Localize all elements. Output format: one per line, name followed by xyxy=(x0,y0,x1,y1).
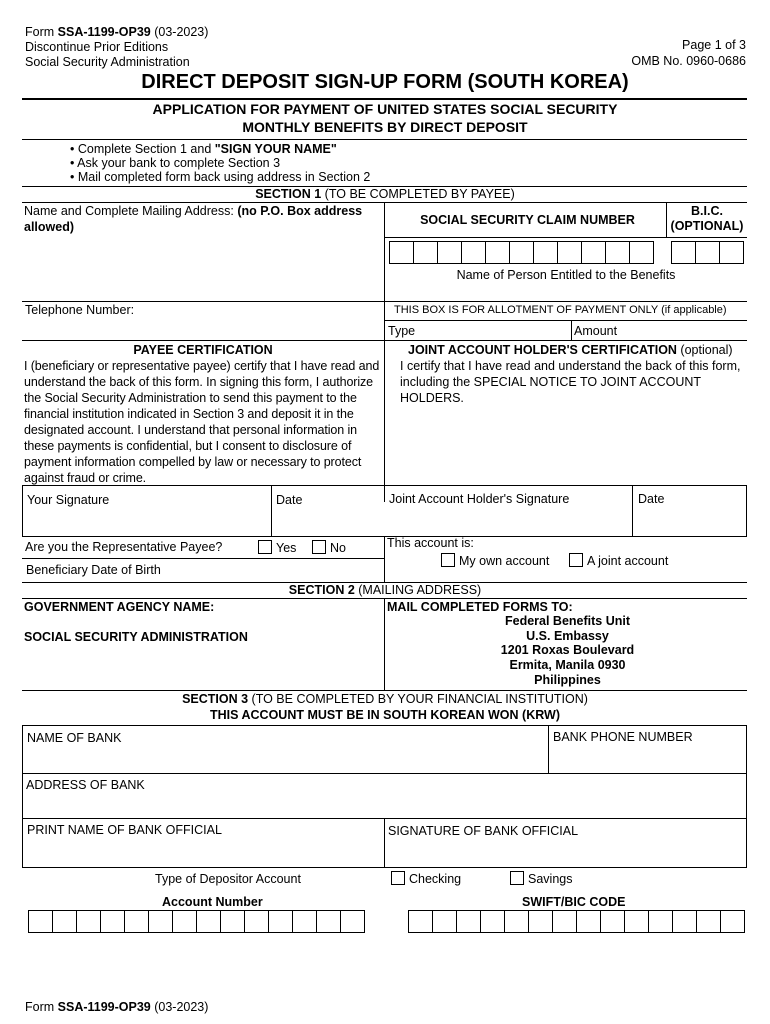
joint-account-option[interactable]: A joint account xyxy=(569,553,668,568)
bank-phone-field[interactable]: BANK PHONE NUMBER xyxy=(553,730,693,744)
checkbox-checking[interactable] xyxy=(391,871,405,885)
account-number-digit-box[interactable] xyxy=(220,910,245,933)
joint-certification-text: I certify that I have read and understand the back of this form, including the SPECIAL NOTICE TO JOINT ACCOUNT HOLDERS. xyxy=(400,359,741,405)
bank-address-field[interactable]: ADDRESS OF BANK xyxy=(26,778,145,792)
checkbox-my-own-account[interactable] xyxy=(441,553,455,567)
account-number-label: Account Number xyxy=(162,895,263,909)
checking-option[interactable]: Checking xyxy=(391,871,461,886)
account-number-digit-box[interactable] xyxy=(100,910,125,933)
joint-signature-field[interactable]: Joint Account Holder's Signature xyxy=(389,492,570,506)
swift-code-char-box[interactable] xyxy=(576,910,601,933)
claim-header-rule xyxy=(384,237,747,238)
section3-right-border xyxy=(746,725,747,867)
claim-number-digit-box[interactable] xyxy=(389,241,414,264)
bank-name-top-rule xyxy=(22,725,747,726)
claim-number-digit-box[interactable] xyxy=(413,241,438,264)
signature-date-divider xyxy=(271,485,272,536)
print-official-field[interactable]: PRINT NAME OF BANK OFFICIAL xyxy=(27,823,222,837)
section3-top-rule xyxy=(22,690,747,691)
checkbox-yes[interactable] xyxy=(258,540,272,554)
bank-phone-divider xyxy=(548,725,549,773)
account-number-digit-box[interactable] xyxy=(292,910,317,933)
payee-certification-title: PAYEE CERTIFICATION xyxy=(133,343,273,357)
checkbox-savings[interactable] xyxy=(510,871,524,885)
claim-number-digit-box[interactable] xyxy=(509,241,534,264)
swift-code-char-box[interactable] xyxy=(528,910,553,933)
swift-code-char-box[interactable] xyxy=(480,910,505,933)
swift-code-char-box[interactable] xyxy=(648,910,673,933)
gov-agency-label: GOVERNMENT AGENCY NAME: xyxy=(24,600,215,614)
your-signature-field[interactable]: Your Signature xyxy=(27,493,110,507)
gov-agency-value: SOCIAL SECURITY ADMINISTRATION xyxy=(24,630,248,644)
account-number-digit-box[interactable] xyxy=(244,910,269,933)
type-amount-divider xyxy=(571,320,572,340)
checkbox-joint-account[interactable] xyxy=(569,553,583,567)
section1-divider xyxy=(384,202,385,502)
your-date-field[interactable]: Date xyxy=(276,493,303,507)
swift-code-char-box[interactable] xyxy=(456,910,481,933)
claim-number-digit-box[interactable] xyxy=(485,241,510,264)
bic-label: B.I.C. (OPTIONAL) xyxy=(670,204,744,233)
mail-to-label: MAIL COMPLETED FORMS TO: xyxy=(387,600,573,614)
dob-rule xyxy=(22,558,384,559)
name-entitled-label: Name of Person Entitled to the Benefits xyxy=(456,268,676,282)
joint-certification-title: JOINT ACCOUNT HOLDER'S CERTIFICATION (optional) xyxy=(408,343,733,357)
name-address-label: Name and Complete Mailing Address: (no P.O. Box address allowed) xyxy=(24,204,363,234)
subtitle-line1: APPLICATION FOR PAYMENT OF UNITED STATES SOCIAL SECURITY xyxy=(152,101,618,117)
account-number-digit-box[interactable] xyxy=(268,910,293,933)
type-field[interactable]: Type xyxy=(388,324,416,338)
mailing-address: Federal Benefits Unit U.S. Embassy 1201 Roxas Boulevard Ermita, Manila 0930 Philippines xyxy=(500,614,635,687)
swift-code-label: SWIFT/BIC CODE xyxy=(522,895,626,909)
allotment-rule xyxy=(384,320,747,321)
telephone-label[interactable]: Telephone Number: xyxy=(25,303,135,317)
bic-digit-box[interactable] xyxy=(719,241,744,264)
official-divider xyxy=(384,818,385,867)
section3-heading: SECTION 3 (TO BE COMPLETED BY YOUR FINANCIAL INSTITUTION) xyxy=(182,692,588,706)
checkbox-no[interactable] xyxy=(312,540,326,554)
joint-date-field[interactable]: Date xyxy=(638,492,665,506)
claim-number-digit-box[interactable] xyxy=(437,241,462,264)
title-rule xyxy=(22,98,747,100)
depositor-rule xyxy=(22,867,747,868)
rep-payee-yes[interactable]: Yes xyxy=(258,540,296,555)
account-number-digit-box[interactable] xyxy=(52,910,77,933)
swift-code-char-box[interactable] xyxy=(600,910,625,933)
form-identifier: Form SSA-1199-OP39 (03-2023) xyxy=(25,25,209,39)
section3-left-border xyxy=(22,725,23,867)
account-number-digit-box[interactable] xyxy=(28,910,53,933)
page-number: Page 1 of 3 xyxy=(682,38,746,52)
account-number-digit-box[interactable] xyxy=(172,910,197,933)
agency-name: Social Security Administration xyxy=(25,55,190,69)
account-is-label: This account is: xyxy=(387,536,474,550)
bank-name-field[interactable]: NAME OF BANK xyxy=(27,731,122,745)
rep-payee-no[interactable]: No xyxy=(312,540,346,555)
bic-digit-box[interactable] xyxy=(695,241,720,264)
footer-form-identifier: Form SSA-1199-OP39 (03-2023) xyxy=(25,1000,209,1014)
account-number-digit-box[interactable] xyxy=(124,910,149,933)
account-is-divider xyxy=(384,536,385,582)
swift-code-char-box[interactable] xyxy=(696,910,721,933)
swift-code-char-box[interactable] xyxy=(504,910,529,933)
joint-date-divider xyxy=(632,485,633,536)
bank-address-rule xyxy=(22,773,747,774)
section2-divider xyxy=(384,598,385,690)
omb-number: OMB No. 0960-0686 xyxy=(631,54,746,68)
subtitle-line2: MONTHLY BENEFITS BY DIRECT DEPOSIT xyxy=(242,119,528,135)
swift-code-char-box[interactable] xyxy=(672,910,697,933)
account-number-digit-box[interactable] xyxy=(76,910,101,933)
rep-payee-question: Are you the Representative Payee? xyxy=(25,540,223,554)
claim-number-digit-box[interactable] xyxy=(581,241,606,264)
amount-field[interactable]: Amount xyxy=(574,324,618,338)
telephone-rule xyxy=(22,301,747,302)
claim-number-label: SOCIAL SECURITY CLAIM NUMBER xyxy=(420,213,635,227)
claim-number-digit-box[interactable] xyxy=(557,241,582,264)
page-title: DIRECT DEPOSIT SIGN-UP FORM (SOUTH KOREA) xyxy=(141,71,629,93)
signature-official-field[interactable]: SIGNATURE OF BANK OFFICIAL xyxy=(388,824,579,838)
signature-left-border xyxy=(22,485,23,536)
discontinue-note: Discontinue Prior Editions xyxy=(25,40,169,54)
signature-right-border xyxy=(746,485,747,536)
instruction-item: • Ask your bank to complete Section 3 xyxy=(70,156,281,170)
beneficiary-dob-field[interactable]: Beneficiary Date of Birth xyxy=(26,563,161,577)
instructions-list xyxy=(70,142,370,184)
swift-code-char-box[interactable] xyxy=(408,910,433,933)
savings-option[interactable]: Savings xyxy=(510,871,572,886)
swift-code-char-box[interactable] xyxy=(720,910,745,933)
currency-note: THIS ACCOUNT MUST BE IN SOUTH KOREAN WON (KRW) xyxy=(210,708,560,722)
allotment-note: THIS BOX IS FOR ALLOTMENT OF PAYMENT ONLY (if applicable) xyxy=(394,304,727,316)
claim-number-digit-box[interactable] xyxy=(629,241,654,264)
section1-heading: SECTION 1 (TO BE COMPLETED BY PAYEE) xyxy=(255,187,515,201)
account-number-digit-box[interactable] xyxy=(196,910,221,933)
claim-number-digit-box[interactable] xyxy=(533,241,558,264)
bic-digit-box[interactable] xyxy=(671,241,696,264)
my-own-account-option[interactable]: My own account xyxy=(441,553,549,568)
section2-heading: SECTION 2 (MAILING ADDRESS) xyxy=(288,583,482,597)
swift-code-char-box[interactable] xyxy=(624,910,649,933)
swift-code-char-box[interactable] xyxy=(432,910,457,933)
payee-certification-text: I (beneficiary or representative payee) certify that I have read and understand the back of this form. In signing this form, I authorize the Social Security Administration to send this payment to the financial institution indicated in Section 3 and deposit it in the designated account. I understand that personal information in these payments is confidential, but I consent to disclosure of payment information compelled by law or necessary to protect against fraud or crime. xyxy=(24,359,380,485)
claim-number-digit-box[interactable] xyxy=(605,241,630,264)
instruction-item: • Mail completed form back using address in Section 2 xyxy=(70,170,371,184)
account-number-digit-box[interactable] xyxy=(316,910,341,933)
account-number-digit-box[interactable] xyxy=(148,910,173,933)
claim-number-digit-box[interactable] xyxy=(461,241,486,264)
certification-rule xyxy=(22,340,747,341)
signature-top-rule xyxy=(22,485,747,486)
swift-code-char-box[interactable] xyxy=(552,910,577,933)
account-number-digit-box[interactable] xyxy=(340,910,365,933)
subtitle-rule xyxy=(22,139,747,140)
depositor-type-label: Type of Depositor Account xyxy=(155,872,301,886)
instruction-item: • Complete Section 1 and "SIGN YOUR NAME" xyxy=(70,142,337,156)
